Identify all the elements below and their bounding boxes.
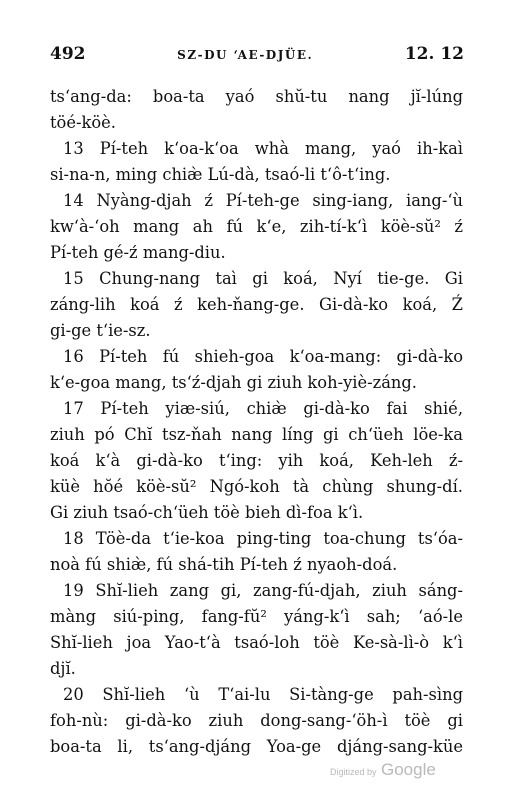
verse-14-start: 14 Nyàng-djah ź Pí-teh-ge sing-iang, iang-‘ù [63,191,463,210]
text-line: boa-ta li, ts‘ang-djáng Yoa-ge djáng-sang-küe [50,737,463,756]
google-logo: Google [380,760,436,779]
text-line: ts‘ang-da: boa-ta yaó shŭ-tu nang jĭ-lúng [50,87,463,106]
verse-15-start: 15 Chung-nang taì gi koá, Nyí tie-ge. Gi [63,269,463,288]
watermark-prefix: Digitized by [330,767,377,777]
running-header [50,44,464,70]
verse-16-start: 16 Pí-teh fú shieh-goa k‘oa-mang: gi-dà-ko [63,347,463,366]
verse-13-start: 13 Pí-teh k‘oa-k‘oa whà mang, yaó ih-kaì [63,139,463,158]
text-line: Shĭ-lieh joa Yao-t‘à tsaó-loh töè Ke-sà-lì-ò k‘ì [50,633,463,652]
text-line: koá k‘à gi-dà-ko t‘ing: yih koá, Keh-leh ź- [50,451,463,470]
text-line: záng-lih koá ź keh-ňang-ge. Gi-dà-ko koá, Ź [50,295,463,314]
verse-17-start: 17 Pí-teh yiæ-siú, chiæ̀ gi-dà-ko fai shié, [63,399,463,418]
text-line: foh-nù: gi-dà-ko ziuh dong-sang-‘öh-ì töè gi [50,711,463,730]
text-line: töé-köè. [50,113,116,132]
digitized-watermark [330,760,436,780]
running-title: SZ-DU ‘AE-DJÜE. [177,48,314,62]
text-line: Pí-teh gé-ź mang-diu. [50,243,226,262]
text-line: k‘e-goa mang, ts‘ź-djah gi ziuh koh-yiè-záng. [50,373,417,392]
text-line: màng siú-ping, fang-fŭ² yáng-k‘ì sah; ‘aó-le [50,607,463,626]
verse-18-start: 18 Töè-da t‘ie-koa ping-ting toa-chung ts‘óa- [63,529,463,548]
text-line: djĭ. [50,659,76,678]
text-line: küè hŏé köè-sŭ² Ngó-koh tà chùng shung-dí. [50,477,463,496]
text-line: kw‘à-‘oh mang ah fú k‘e, zih-tí-k‘ì köè-sŭ² ź [50,217,463,236]
text-line: noà fú shiæ̀, fú shá-tih Pí-teh ź nyaoh-doá. [50,555,398,574]
verse-19-start: 19 Shĭ-lieh zang gi, zang-fú-djah, ziuh sáng- [63,581,463,600]
text-line: si-na-n, ming chiæ̀ Lú-dà, tsaó-li t‘ô-t‘ing. [50,165,391,184]
chapter-verse-reference: 12. 12 [404,44,464,64]
body-text [50,84,463,760]
text-line: Gi ziuh tsaó-ch‘üeh töè bieh dì-foa k‘ì. [50,503,364,522]
text-line: ziuh pó Chĭ tsz-ňah nang líng gi ch‘üeh löe-ka [50,425,463,444]
page-number: 492 [50,44,86,64]
verse-20-start: 20 Shĭ-lieh ‘ù T‘ai-lu Si-tàng-ge pah-sìng [63,685,463,704]
text-line: gi-ge t‘ie-sz. [50,321,151,340]
